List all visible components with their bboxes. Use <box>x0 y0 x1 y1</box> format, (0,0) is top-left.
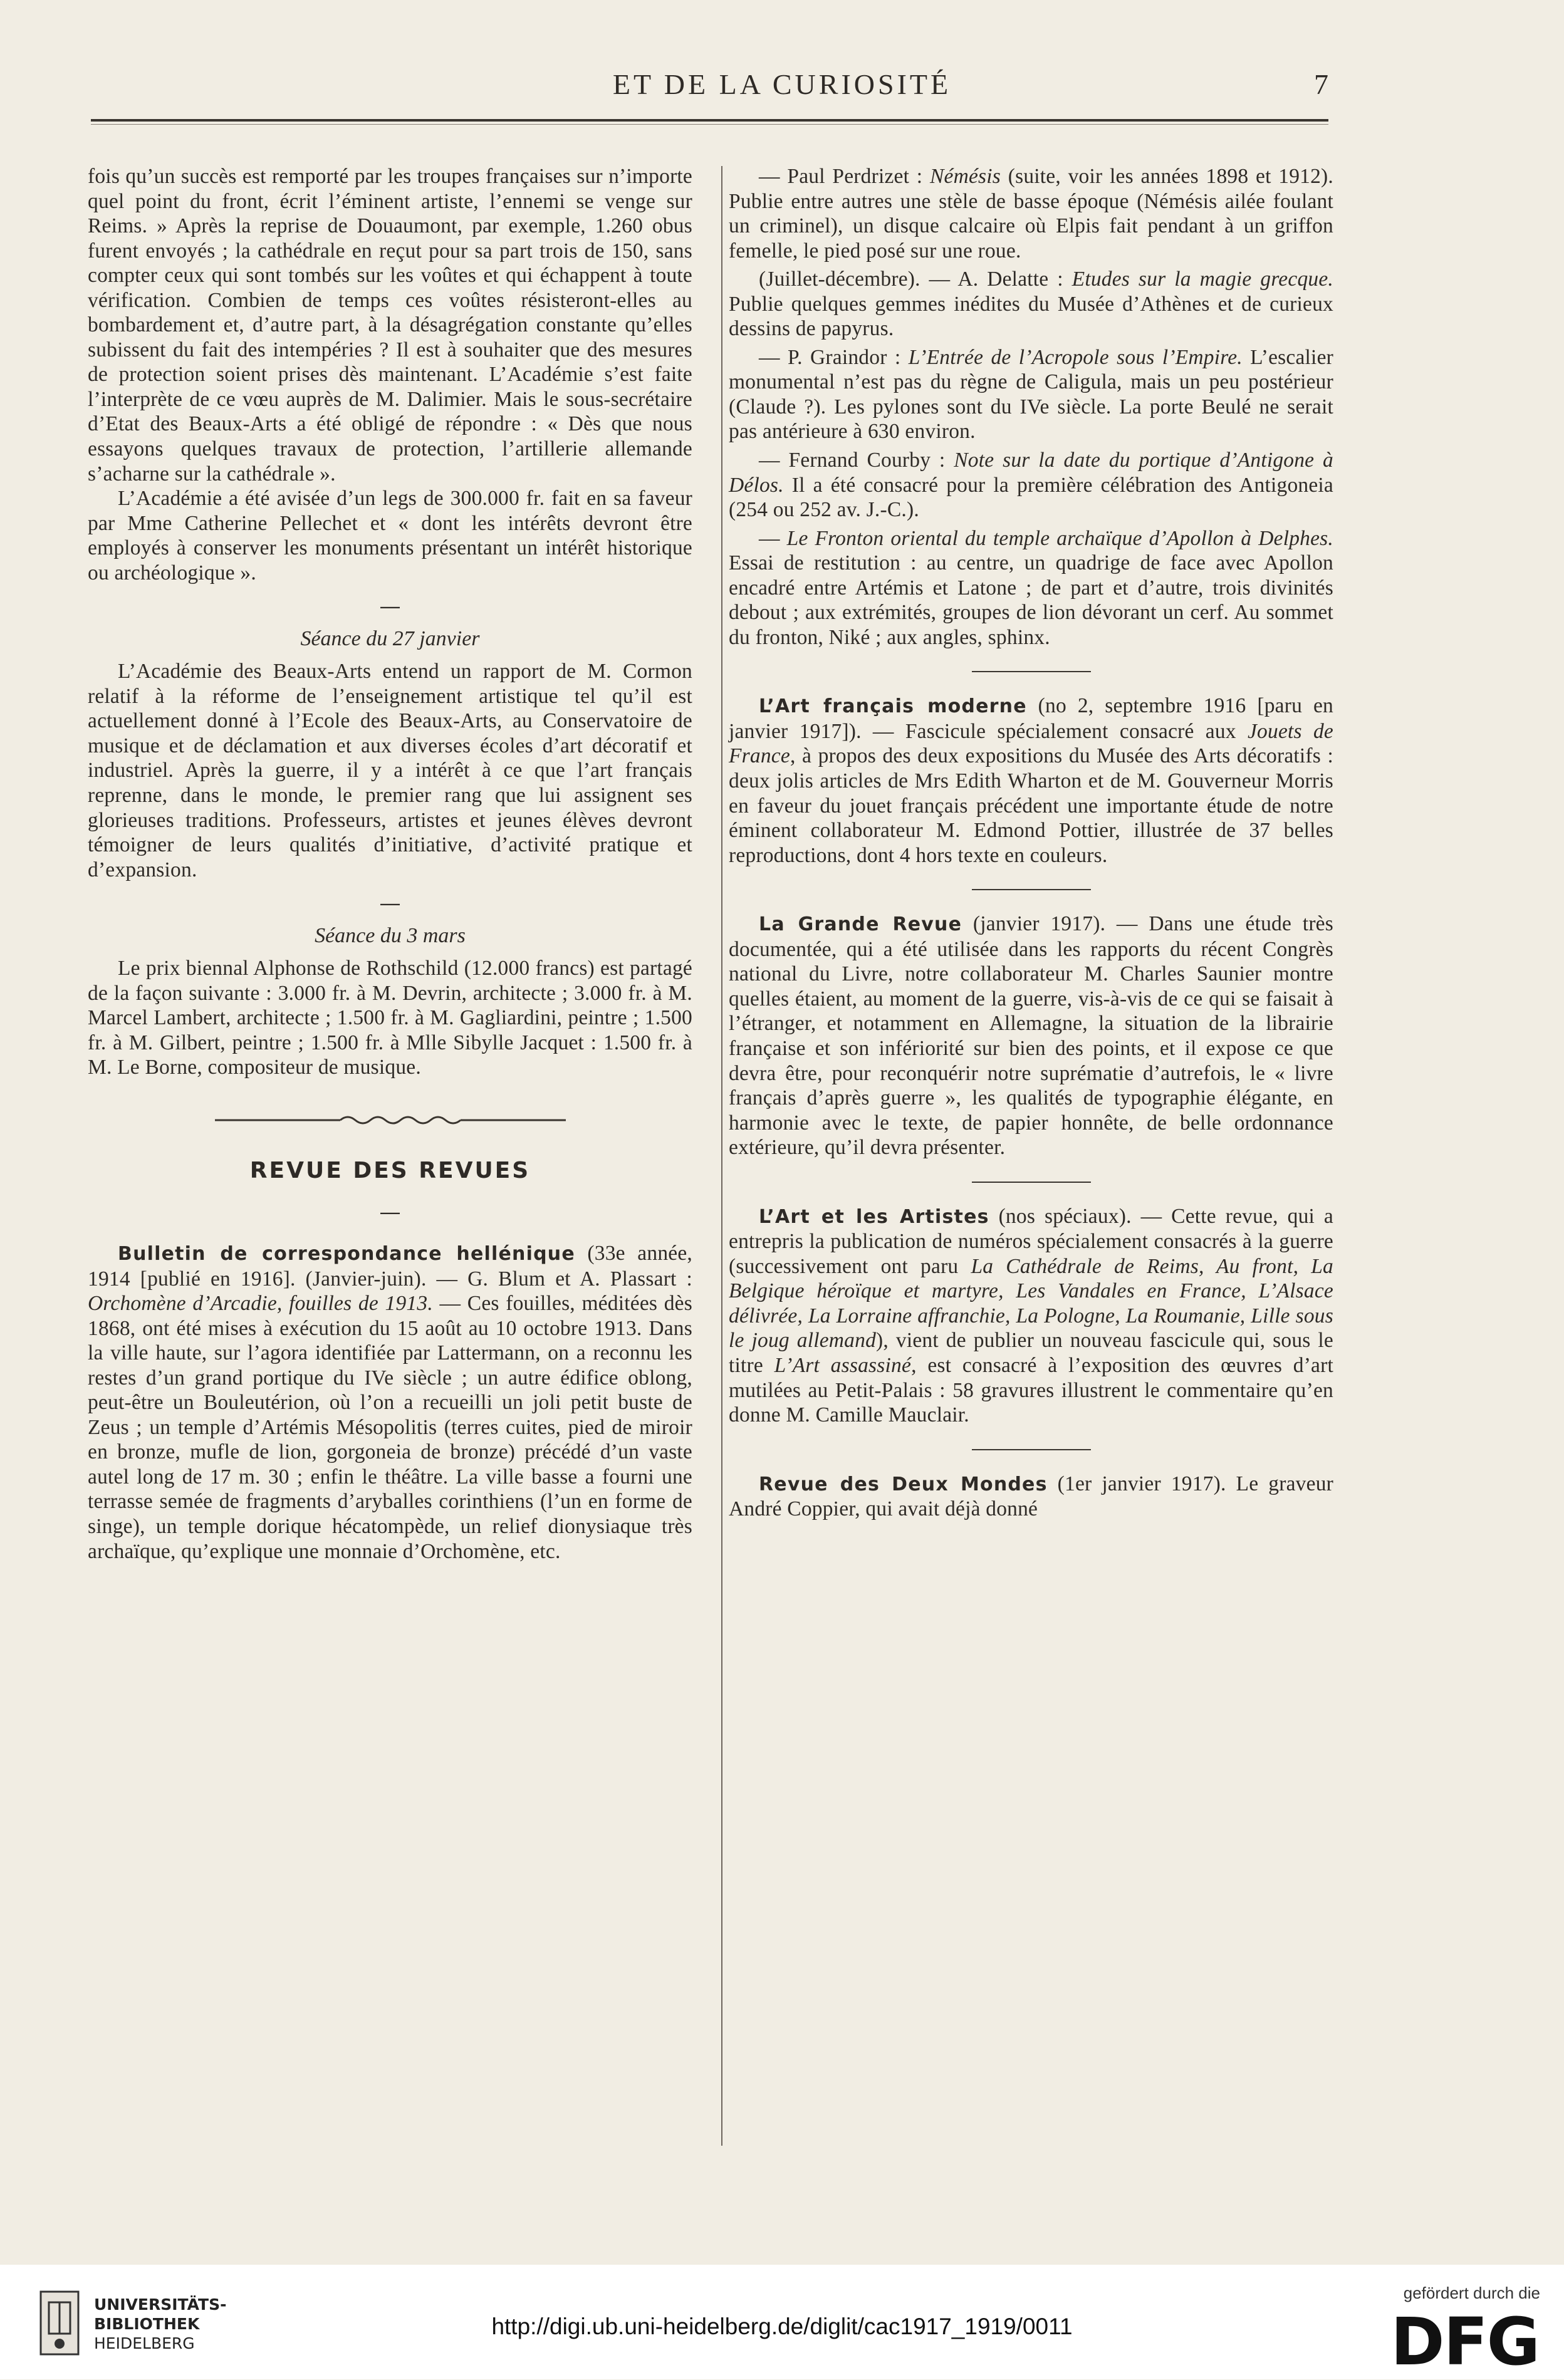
entry-art-francais-moderne: L’Art français moderne (no 2, septembre 1916 [paru en janvier 1917]). — Fascicule spécialement consacré aux Jouets de France, à propos des deux expositions du Musée des Arts décoratifs : deux jolis articles de Mrs Edith Wharton et de M. Gouverneur Morris en faveur du jouet français précédent une importante étude de notre éminent collaborateur M. Edmond Pottier, illustrée de 37 belles reproductions, dont 4 hors texte en couleurs. <box>729 694 1333 867</box>
page-number: 7 <box>1314 68 1328 100</box>
entry-delatte: (Juillet-décembre). — A. Delatte : Etudes sur la magie grecque. Publie quelques gemmes inédites du Musée d’Athènes et de curieux dessins de papyrus. <box>729 268 1333 341</box>
header-rule <box>91 119 1328 122</box>
separator-dash: — <box>379 891 401 917</box>
source-url-link[interactable]: http://digi.ub.uni-heidelberg.de/diglit/cac1917_1919/0011 <box>491 2314 1073 2339</box>
entry-grande-revue: La Grande Revue (janvier 1917). — Dans une étude très documentée, qui a été utilisée dans les rapports du récent Congrès national du Livre, notre collaborateur M. Charles Saunier montre quelles étaient, au moment de la guerre, vis-à-vis de ce qui se faisait à l’étranger, et notamment en Allemagne, la situation de la librairie française et son infériorité sur bien des points, et il expose ce que devra être, pour reconquérir notre suprématie d’autrefois, le « livre français d’après guerre », les qualités de typographie élégante, en harmonie avec le texte, de papier honnête, de belle ordonnance extérieure, qu’il devra présenter. <box>729 912 1333 1160</box>
paragraph-legs: L’Académie a été avisée d’un legs de 300.000 fr. fait en sa faveur par Mme Catherine Pellechet et « dont les intérêts devront être employés à conserver les monuments présentant un intérêt historique ou archéologique ». <box>88 487 692 585</box>
entry-art-et-les-artistes: L’Art et les Artistes (nos spéciaux). — Cette revue, qui a entrepris la publication de numéros spécialement consacrés à la guerre (successivement ont paru La Cathédrale de Reims, Au front, La Belgique héroïque et martyre, Les Vandales en France, L’Alsace délivrée, La Lorraine affranchie, La Pologne, La Roumanie, Lille sous le joug allemand), vient de publier un nouveau fascicule qui, sous le titre L’Art assassiné, est consacré à l’exposition des œuvres d’art mutilées au Petit-Palais : 58 gravures illustrent le commentaire qu’en donne M. Camille Mauclair. <box>729 1204 1334 1427</box>
column-divider <box>721 166 722 2146</box>
entry-graindor: — P. Graindor : L’Entrée de l’Acropole sous l’Empire. L’escalier monumental n’est pas du règne de Caligula, mais un peu postérieur (Claude ?). Les pylones sont du IVe siècle. La porte Beulé ne serait pas antérieure à 630 environ. <box>729 345 1333 444</box>
journal-name: L’Art français moderne <box>759 695 1027 718</box>
journal-name: Bulletin de correspondance hellénique <box>118 1242 575 1265</box>
right-column <box>729 164 1333 1522</box>
entry-perdrizet: — Paul Perdrizet : Némésis (suite, voir les années 1898 et 1912). Publie entre autres une stèle de basse époque (Némésis ailée foulant un criminel), un disque calcaire où Elpis fait pendant à un griffon femelle, le pied posé sur une roue. <box>729 165 1333 262</box>
ornament-divider <box>88 1113 692 1130</box>
section-title-revue-des-revues: REVUE DES REVUES <box>249 1157 531 1183</box>
journal-name: L’Art et les Artistes <box>759 1205 989 1228</box>
entry-bulletin-correspondance-hellenique: Bulletin de correspondance hellénique (33e année, 1914 [publié en 1916]. (Janvier-juin). — G. Blum et A. Plassart : Orchomène d’Arcadie, fouilles de 1913. — Ces fouilles, méditées dès 1868, ont été mises à exécution du 15 août au 10 octobre 1913. Dans la ville haute, sur l’agora identifiée par Lattermann, on a reconnu les restes d’un grand portique du IVe siècle ; un autre édifice oblong, peut-être un Bouleutérion, où l’on a recueilli un joli petit buste de Zeus ; un temple d’Artémis Mésopolitis (terres cuites, pied de miroir en bronze, mufle de lion, gorgoneia de bronze) précédé d’un vaste autel long de 17 m. 30 ; enfin le théâtre. La ville basse a fourni une terrasse semée de fragments d’aryballes corinthiens (l’un en forme de singe), un temple dorique hécatompède, un relief dionysiaque très archaïque, qu’explique une monnaie d’Orchomène, etc. <box>88 1241 692 1563</box>
paragraph-prix-rothschild: Le prix biennal Alphonse de Rothschild (12.000 francs) est partagé de la façon suivante : 3.000 fr. à M. Devrin, architecte ; 3.000 fr. à M. Marcel Lambert, architecte ; 1.500 fr. à M. Gagliardini, peintre ; 1.500 fr. à M. Gilbert, peintre ; 1.500 fr. à Mlle Sibylle Jacquet : 1.500 fr. à M. Le Borne, compositeur de musique. <box>88 957 692 1079</box>
separator-dash: — <box>379 1199 401 1225</box>
short-rule <box>972 1449 1091 1450</box>
left-column <box>88 164 692 1564</box>
separator-dash: — <box>379 594 401 620</box>
digitization-footer <box>0 2265 1564 2379</box>
entry-courby: — Fernand Courby : Note sur la date du portique d’Antigone à Délos. Il a été consacré pour la première célébration des Antigoneia (254 ou 252 av. J.-C.). <box>729 449 1333 522</box>
session-heading-3-mars: Séance du 3 mars <box>315 924 466 948</box>
funding-note: gefördert durch die <box>1403 2284 1540 2302</box>
short-rule <box>972 1182 1091 1183</box>
entry-revue-deux-mondes: Revue des Deux Mondes (1er janvier 1917). Le graveur André Coppier, qui avait déjà donné <box>729 1472 1333 1521</box>
entry-fronton-oriental: — Le Fronton oriental du temple archaïque d’Apollon à Delphes. Essai de restitution : au centre, un quadrige de face avec Apollon encadré entre Artémis et Latone ; de part et d’autre, trois divinités debout ; aux extrémités, groupes de lion dévorant un cerf. Au sommet du fronton, Niké ; aux angles, sphinx. <box>729 526 1333 649</box>
short-rule <box>972 889 1091 890</box>
paragraph-reims: fois qu’un succès est remporté par les troupes françaises sur n’importe quel point du front, écrit l’éminent artiste, l’ennemi se venge sur Reims. » Après la reprise de Douaumont, par exemple, 1.260 obus furent envoyés ; la cathédrale en reçut pour sa part trois de 150, sans compter ceux qui sont tombés sur les voûtes et qui échappent à toute vérification. Combien de temps ces voûtes résisteront-elles au bombardement et, d’autre part, à la désagrégation constante qu’elles subissent du fait des intempéries ? Il est à souhaiter que des mesures de protection soient prises dès maintenant. L’Académie s’est faite l’interprète de ce vœu auprès de M. Dalimier. Mais le sous-secrétaire d’Etat des Beaux-Arts a été obligé de répondre : « Dès que nous essayons quelques travaux de protection, l’artillerie allemande s’acharne sur la cathédrale ». <box>88 165 692 486</box>
running-header-title: ET DE LA CURIOSITÉ <box>612 68 952 100</box>
short-rule <box>972 671 1091 672</box>
session-heading-27-janvier: Séance du 27 janvier <box>300 627 480 651</box>
journal-name: La Grande Revue <box>759 913 962 936</box>
header-rule-thin <box>91 124 1328 125</box>
dfg-logo: DFG <box>1390 2304 1539 2380</box>
university-library-name: UNIVERSITÄTS- BIBLIOTHEK HEIDELBERG <box>94 2295 227 2352</box>
paragraph-cormon-report: L’Académie des Beaux-Arts entend un rapport de M. Cormon relatif à la réforme de l’enseignement artistique tel qu’il est actuellement donné à l’Ecole des Beaux-Arts, au Conservatoire de musique et de déclamation et aux diverses écoles d’art décoratif et industriel. Après la guerre, il y a intérêt à ce que l’art français reprenne, dans le monde, le premier rang que lui assignent ses glorieuses traditions. Professeurs, artistes et jeunes élèves devront témoigner de leurs qualités d’initiative, d’activité pratique et d’expansion. <box>88 660 692 881</box>
journal-name: Revue des Deux Mondes <box>759 1473 1048 1495</box>
